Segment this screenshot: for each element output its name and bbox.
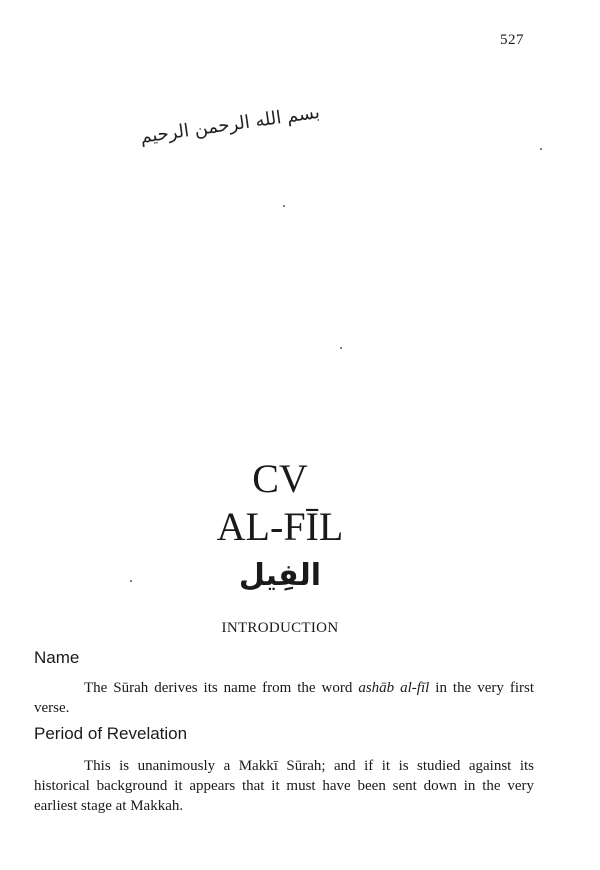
scan-speck [283,205,285,207]
chapter-number: CV [252,456,308,501]
paragraph-name [34,678,534,718]
paragraph-name-text-2: in the very first verse. [34,680,534,716]
scan-speck [340,347,342,349]
scan-speck [540,148,542,150]
section-heading-name: Name [34,648,80,667]
surah-title-arabic: الفِيل [238,558,322,593]
page-number: 527 [500,32,524,48]
introduction-heading: INTRODUCTION [221,620,339,636]
scan-speck [130,580,132,582]
paragraph-period-text: This is unanimously a Makkī Sūrah; and if it is studied against its historical background it appears that it must have been sent down in the very earliest stage at Makkah. [34,758,534,814]
basmala-calligraphy: بسم الله الرحمن الرحيم [138,101,322,148]
surah-title: AL-FĪL [216,504,344,549]
section-heading-period: Period of Revelation [34,724,188,743]
paragraph-period [34,756,534,816]
paragraph-name-italic: ashāb al-fīl [358,680,430,696]
paragraph-name-text-1: The Sūrah derives its name from the word [84,680,359,696]
